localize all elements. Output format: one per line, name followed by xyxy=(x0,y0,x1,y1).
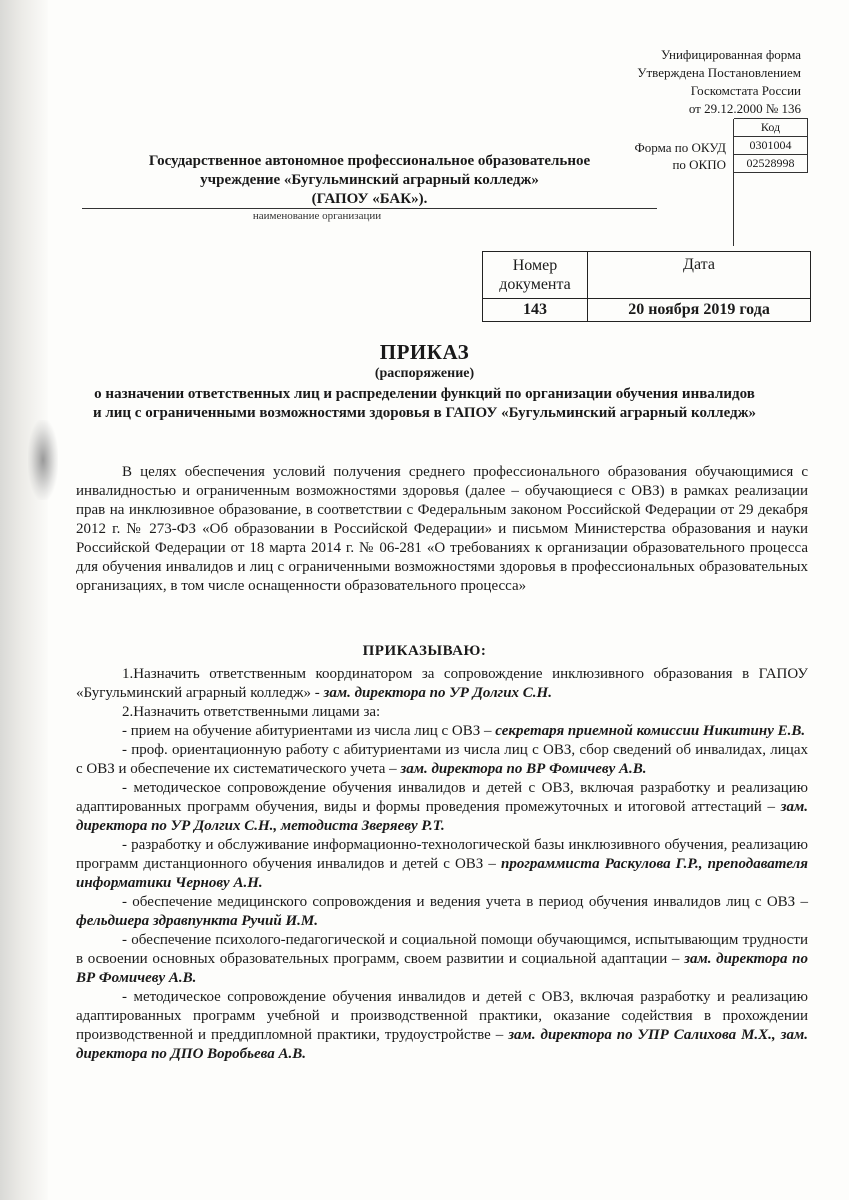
organization-caption: наименование организации xyxy=(252,210,382,222)
order-item: 1.Назначить ответственным координатором за сопровождение инклюзивного образования в ГАПОУ «Бугульминский аграрный колледж» - зам. директора по УР Долгих С.Н. xyxy=(76,666,808,701)
okud-label: Форма по ОКУД xyxy=(634,140,726,155)
order-item: - прием на обучение абитуриентами из числа лиц с ОВЗ – секретаря приемной комиссии Никитину Е.В. xyxy=(122,723,806,739)
unified-line: Утверждена Постановлением xyxy=(637,65,801,80)
okpo-label: по ОКПО xyxy=(672,157,726,172)
org-line-2: учреждение «Бугульминский аграрный колледж» xyxy=(200,172,539,188)
organization-name xyxy=(82,152,657,209)
date-value: 20 ноября 2019 года xyxy=(588,299,811,322)
order-item: - обеспечение психолого-педагогической и социальной помощи обучающимся, испытывающим трудности в освоении основных образовательных программ, своем развитии и социальной адаптации – зам. директора по ВР Фомичеву А.В. xyxy=(76,932,808,986)
unified-form-note xyxy=(637,46,801,118)
intro-paragraph: В целях обеспечения условий получения среднего профессионального образования обучающимися с инвалидностью и ограниченным возможностями здоровья (далее – обучающиеся с ОВЗ) в рамках реализации прав на инклюзивное образование, в соответствии с Федеральным законом Российской Федерации от 29 декабря 2012 г. № 273-ФЗ «Об образовании в Российской Федерации» и письмом Министерства образования и науки Российской Федерации от 18 марта 2014 г. № 06-281 «О требованиях к организации образовательного процесса для обучения инвалидов и лиц с ограниченными возможностями здоровья в профессиональных образовательных организациях, в том числе оснащенности образовательного процесса» xyxy=(76,464,808,594)
order-item: - методическое сопровождение обучения инвалидов и детей с ОВЗ, включая разработку и реализацию адаптированных программ обучения, виды и формы проведения промежуточных и итоговой аттестаций – зам. директора по УР Долгих С.Н., методиста Зверяеву Р.Т. xyxy=(76,780,808,834)
order-subtitle: (распоряжение) xyxy=(374,366,475,381)
okpo-value: 02528998 xyxy=(734,154,808,173)
date-header: Дата xyxy=(588,252,811,299)
organization-underline xyxy=(82,208,657,209)
code-header: Код xyxy=(734,118,808,137)
unified-line: Унифицированная форма xyxy=(660,47,801,62)
number-header: Номер документа xyxy=(483,252,588,299)
unified-line: Госкомстата России xyxy=(690,83,801,98)
scan-edge xyxy=(0,0,48,1200)
order-subject: о назначении ответственных лиц и распределении функций по организации обучения инвалидов и лиц с ограниченными возможностями здоровья в ГАПОУ «Бугульминский аграрный колледж» xyxy=(92,386,757,421)
orders-heading: ПРИКАЗЫВАЮ: xyxy=(362,643,487,659)
order-item: - проф. ориентационную работу с абитуриентами из числа лиц с ОВЗ, сбор сведений об инвалидах, лицах с ОВЗ и обеспечение их систематического учета – зам. директора по ВР Фомичеву А.В. xyxy=(76,742,808,777)
order-item: 2.Назначить ответственными лицами за: xyxy=(122,704,381,720)
number-value: 143 xyxy=(483,299,588,322)
order-item: - разработку и обслуживание информационно-технологической базы инклюзивного обучения, реализацию программ дистанционного обучения инвалидов и детей с ОВЗ – программиста Раскулова Г.Р., преподавателя информатики Чернову А.Н. xyxy=(76,837,808,891)
order-title: ПРИКАЗ xyxy=(379,340,470,364)
orders-list xyxy=(76,665,808,1064)
code-box-tail xyxy=(734,173,808,246)
okud-value: 0301004 xyxy=(734,136,808,155)
code-box xyxy=(733,119,808,246)
order-item: - методическое сопровождение обучения инвалидов и детей с ОВЗ, включая разработку и реализацию адаптированных программ учебной и производственной практики, оказание содействия в прохождении производственной и преддипломной практики, трудоустройстве – зам. директора по УПР Салихова М.Х., зам. директора по ДПО Воробьева А.В. xyxy=(76,989,808,1062)
document-number-table xyxy=(482,251,811,322)
org-line-1: Государственное автономное профессиональное образовательное xyxy=(148,153,591,169)
order-item: - обеспечение медицинского сопровождения и ведения учета в период обучения инвалидов лиц с ОВЗ – фельдшера здравпункта Ручий И.М. xyxy=(76,894,808,929)
org-line-3: (ГАПОУ «БАК»). xyxy=(311,191,428,207)
scan-hole-shadow xyxy=(28,420,58,500)
unified-line: от 29.12.2000 № 136 xyxy=(688,101,801,116)
